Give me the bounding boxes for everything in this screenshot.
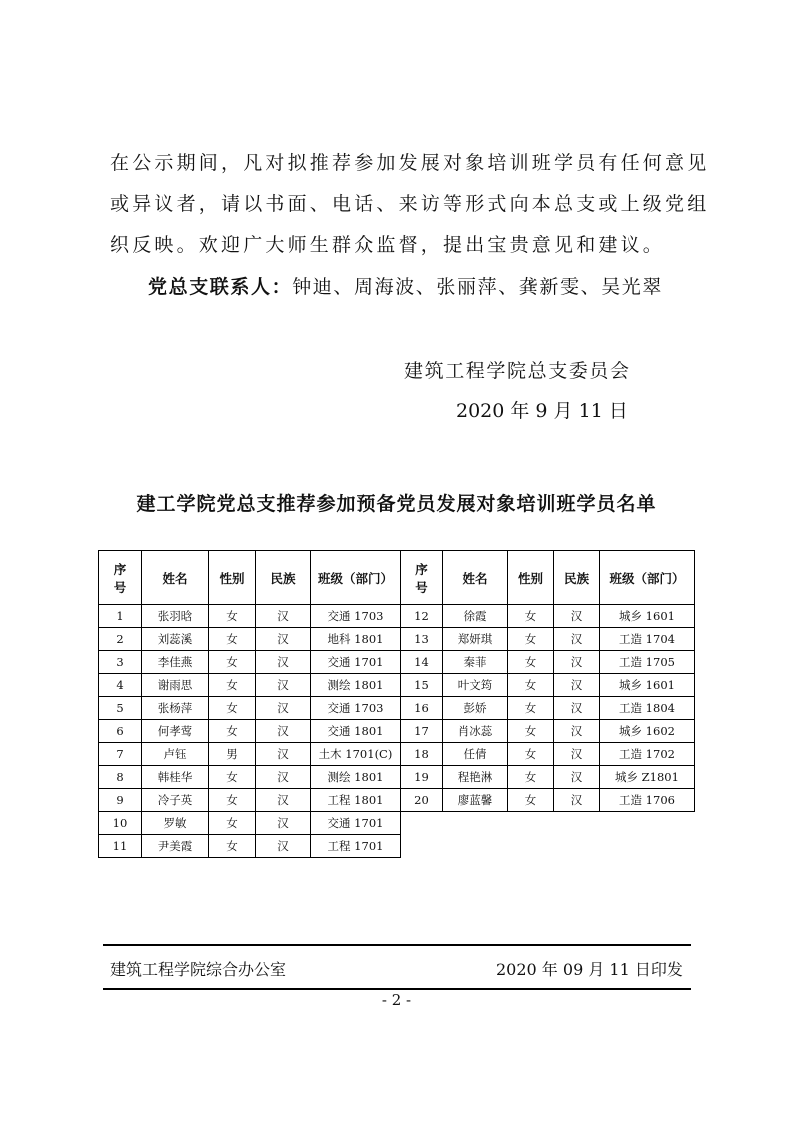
cell-number: 19 (401, 766, 443, 789)
cell-number: 5 (99, 697, 142, 720)
cell-class: 交通 1703 (311, 697, 401, 720)
cell-gender: 女 (209, 628, 256, 651)
cell-number: 18 (401, 743, 443, 766)
cell-class: 城乡 1601 (600, 674, 695, 697)
cell-number: 17 (401, 720, 443, 743)
cell-name: 张羽晗 (142, 605, 209, 628)
cell-class: 测绘 1801 (311, 766, 401, 789)
cell-name: 彭娇 (443, 697, 508, 720)
footer-top-rule (103, 944, 691, 946)
cell-class: 交通 1801 (311, 720, 401, 743)
cell-gender: 女 (209, 835, 256, 858)
header-name: 姓名 (443, 551, 508, 605)
cell-gender: 女 (209, 812, 256, 835)
cell-ethnicity: 汉 (554, 674, 600, 697)
cell-gender: 女 (508, 651, 554, 674)
trainee-roster-table (98, 550, 695, 858)
cell-class: 土木 1701(C) (311, 743, 401, 766)
cell-name: 郑妍琪 (443, 628, 508, 651)
signature-date: 2020 年 9 月 11 日 (456, 400, 628, 422)
table-header-row (99, 551, 695, 605)
cell-name: 秦菲 (443, 651, 508, 674)
contact-names: 钟迪、周海波、张丽萍、龚新雯、吴光翠 (292, 276, 664, 298)
cell-name: 卢钰 (142, 743, 209, 766)
cell-class: 工造 1804 (600, 697, 695, 720)
header-class: 班级（部门） (600, 551, 695, 605)
header-ethnicity: 民族 (554, 551, 600, 605)
cell-gender: 女 (508, 697, 554, 720)
cell-gender: 女 (209, 720, 256, 743)
cell-number: 3 (99, 651, 142, 674)
cell-name: 何孝莺 (142, 720, 209, 743)
cell-ethnicity: 汉 (256, 835, 311, 858)
cell-name: 罗敏 (142, 812, 209, 835)
cell-name: 李佳燕 (142, 651, 209, 674)
cell-ethnicity: 汉 (256, 651, 311, 674)
cell-gender: 女 (209, 674, 256, 697)
cell-ethnicity: 汉 (256, 812, 311, 835)
cell-number: 20 (401, 789, 443, 812)
cell-number: 7 (99, 743, 142, 766)
cell-class: 工造 1704 (600, 628, 695, 651)
cell-number: 4 (99, 674, 142, 697)
empty-cell (600, 812, 695, 835)
table-row (99, 789, 695, 812)
cell-gender: 女 (508, 789, 554, 812)
empty-cell (508, 812, 554, 835)
cell-gender: 男 (209, 743, 256, 766)
cell-gender: 女 (508, 743, 554, 766)
cell-class: 城乡 1601 (600, 605, 695, 628)
cell-gender: 女 (508, 766, 554, 789)
cell-ethnicity: 汉 (256, 628, 311, 651)
cell-class: 工造 1702 (600, 743, 695, 766)
cell-name: 尹美霞 (142, 835, 209, 858)
cell-gender: 女 (508, 674, 554, 697)
cell-ethnicity: 汉 (554, 605, 600, 628)
cell-ethnicity: 汉 (256, 789, 311, 812)
cell-number: 14 (401, 651, 443, 674)
cell-name: 韩桂华 (142, 766, 209, 789)
table-row (99, 835, 695, 858)
table-row (99, 651, 695, 674)
cell-class: 工程 1701 (311, 835, 401, 858)
empty-cell (600, 835, 695, 858)
cell-ethnicity: 汉 (256, 674, 311, 697)
cell-ethnicity: 汉 (554, 628, 600, 651)
table-row (99, 628, 695, 651)
cell-class: 城乡 Z1801 (600, 766, 695, 789)
cell-ethnicity: 汉 (256, 743, 311, 766)
empty-cell (401, 835, 443, 858)
empty-cell (508, 835, 554, 858)
footer-office: 建筑工程学院综合办公室 (110, 960, 287, 979)
header-serial-number: 序 号 (401, 551, 443, 605)
cell-number: 16 (401, 697, 443, 720)
cell-class: 交通 1701 (311, 651, 401, 674)
cell-ethnicity: 汉 (256, 697, 311, 720)
cell-class: 工造 1706 (600, 789, 695, 812)
cell-class: 交通 1701 (311, 812, 401, 835)
cell-ethnicity: 汉 (256, 766, 311, 789)
notice-line-3: 织反映。欢迎广大师生群众监督，提出宝贵意见和建议。 (110, 234, 666, 256)
table-row (99, 605, 695, 628)
cell-name: 叶文筠 (443, 674, 508, 697)
cell-gender: 女 (209, 697, 256, 720)
header-name: 姓名 (142, 551, 209, 605)
cell-name: 程艳淋 (443, 766, 508, 789)
table-row (99, 674, 695, 697)
cell-gender: 女 (508, 628, 554, 651)
cell-gender: 女 (209, 605, 256, 628)
cell-number: 2 (99, 628, 142, 651)
cell-ethnicity: 汉 (554, 697, 600, 720)
header-serial-number: 序 号 (99, 551, 142, 605)
cell-name: 徐霞 (443, 605, 508, 628)
cell-class: 地科 1801 (311, 628, 401, 651)
cell-ethnicity: 汉 (554, 743, 600, 766)
cell-ethnicity: 汉 (554, 766, 600, 789)
cell-number: 12 (401, 605, 443, 628)
cell-number: 13 (401, 628, 443, 651)
table-row (99, 743, 695, 766)
contact-line (148, 272, 663, 299)
cell-name: 张杨萍 (142, 697, 209, 720)
cell-name: 冷子英 (142, 789, 209, 812)
cell-class: 工程 1801 (311, 789, 401, 812)
cell-class: 测绘 1801 (311, 674, 401, 697)
header-gender: 性别 (209, 551, 256, 605)
footer-print-date: 2020 年 09 月 11 日印发 (496, 960, 683, 979)
header-ethnicity: 民族 (256, 551, 311, 605)
cell-number: 1 (99, 605, 142, 628)
cell-gender: 女 (508, 605, 554, 628)
header-class: 班级（部门） (311, 551, 401, 605)
cell-gender: 女 (209, 766, 256, 789)
cell-name: 廖蓝馨 (443, 789, 508, 812)
cell-name: 谢雨思 (142, 674, 209, 697)
empty-cell (443, 812, 508, 835)
cell-number: 6 (99, 720, 142, 743)
cell-ethnicity: 汉 (554, 720, 600, 743)
notice-line-1: 在公示期间，凡对拟推荐参加发展对象培训班学员有任何意见 (110, 152, 710, 174)
cell-gender: 女 (209, 789, 256, 812)
cell-ethnicity: 汉 (554, 651, 600, 674)
signature-org: 建筑工程学院总支委员会 (404, 360, 631, 382)
table-row (99, 697, 695, 720)
cell-class: 工造 1705 (600, 651, 695, 674)
empty-cell (554, 835, 600, 858)
cell-class: 城乡 1602 (600, 720, 695, 743)
empty-cell (554, 812, 600, 835)
empty-cell (443, 835, 508, 858)
cell-ethnicity: 汉 (554, 789, 600, 812)
cell-number: 15 (401, 674, 443, 697)
cell-number: 11 (99, 835, 142, 858)
footer-bottom-rule (103, 988, 691, 990)
table-row (99, 720, 695, 743)
cell-class: 交通 1703 (311, 605, 401, 628)
cell-ethnicity: 汉 (256, 605, 311, 628)
empty-cell (401, 812, 443, 835)
table-title: 建工学院党总支推荐参加预备党员发展对象培训班学员名单 (136, 493, 657, 515)
cell-ethnicity: 汉 (256, 720, 311, 743)
cell-name: 刘蕊溪 (142, 628, 209, 651)
cell-number: 9 (99, 789, 142, 812)
table-row (99, 812, 695, 835)
cell-name: 任倩 (443, 743, 508, 766)
table-row (99, 766, 695, 789)
cell-number: 10 (99, 812, 142, 835)
contact-label: 党总支联系人： (148, 276, 293, 298)
page-number: - 2 - (381, 991, 412, 1009)
cell-gender: 女 (209, 651, 256, 674)
header-gender: 性别 (508, 551, 554, 605)
cell-gender: 女 (508, 720, 554, 743)
cell-number: 8 (99, 766, 142, 789)
notice-line-2: 或异议者，请以书面、电话、来访等形式向本总支或上级党组 (110, 193, 710, 215)
cell-name: 肖冰蕊 (443, 720, 508, 743)
